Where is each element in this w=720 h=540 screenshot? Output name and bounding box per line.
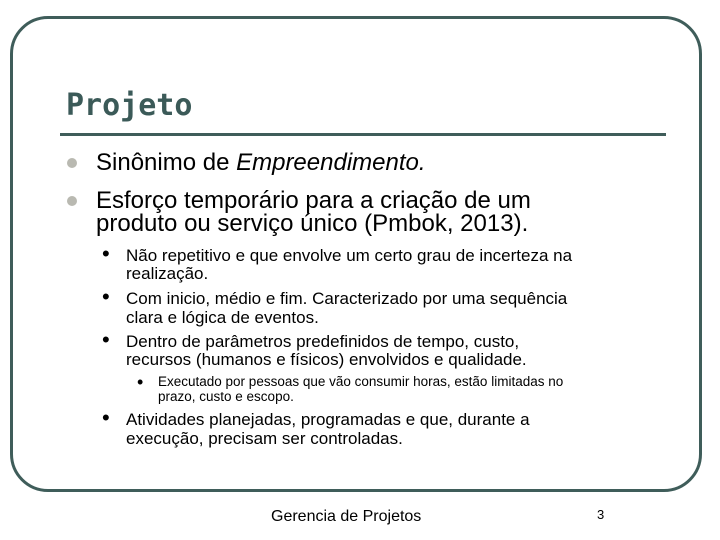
bullet-dot — [67, 196, 77, 206]
sub-bullet-dot: • — [102, 327, 110, 352]
sub-bullet-4-line2: execução, precisam ser controladas. — [126, 429, 403, 448]
bullet-2-line1: Esforço temporário para a criação de um — [96, 187, 531, 214]
sub-sub-bullet-line1: Executado por pessoas que vão consumir horas, estão limitadas no — [158, 374, 564, 389]
sub-bullet-1-line1: Não repetitivo e que envolve um certo grau de incerteza na — [126, 246, 573, 265]
sub-bullet-2-line2: clara e lógica de eventos. — [126, 308, 319, 327]
page-number: 3 — [597, 507, 605, 522]
sub-sub-bullet-line2: prazo, custo e escopo. — [158, 389, 294, 404]
slide-title: Projeto — [66, 88, 193, 123]
bullet-1-italic: Empreendimento. — [236, 149, 426, 176]
sub-sub-bullet-dot: • — [137, 372, 144, 392]
sub-bullet-dot: • — [102, 405, 110, 430]
title-underline — [60, 133, 666, 136]
sub-bullet-1-line2: realização. — [126, 264, 209, 283]
sub-bullet-3-line2: recursos (humanos e físicos) envolvidos e qualidade. — [126, 350, 527, 369]
sub-bullet-3-line1: Dentro de parâmetros predefinidos de tempo, custo, — [126, 332, 520, 351]
bullet-1-text — [96, 150, 426, 176]
sub-bullet-dot: • — [102, 284, 110, 309]
bullet-2-line2: produto ou serviço único (Pmbok, 2013). — [96, 210, 529, 237]
bullet-1-prefix: Sinônimo de — [96, 149, 237, 176]
sub-bullet-dot: • — [102, 241, 110, 266]
sub-bullet-4-line1: Atividades planejadas, programadas e que, durante a — [126, 410, 530, 429]
slide-footer: Gerencia de Projetos — [271, 508, 422, 525]
sub-bullet-2-line1: Com inicio, médio e fim. Caracterizado por uma sequência — [126, 289, 568, 308]
bullet-dot — [67, 158, 77, 168]
